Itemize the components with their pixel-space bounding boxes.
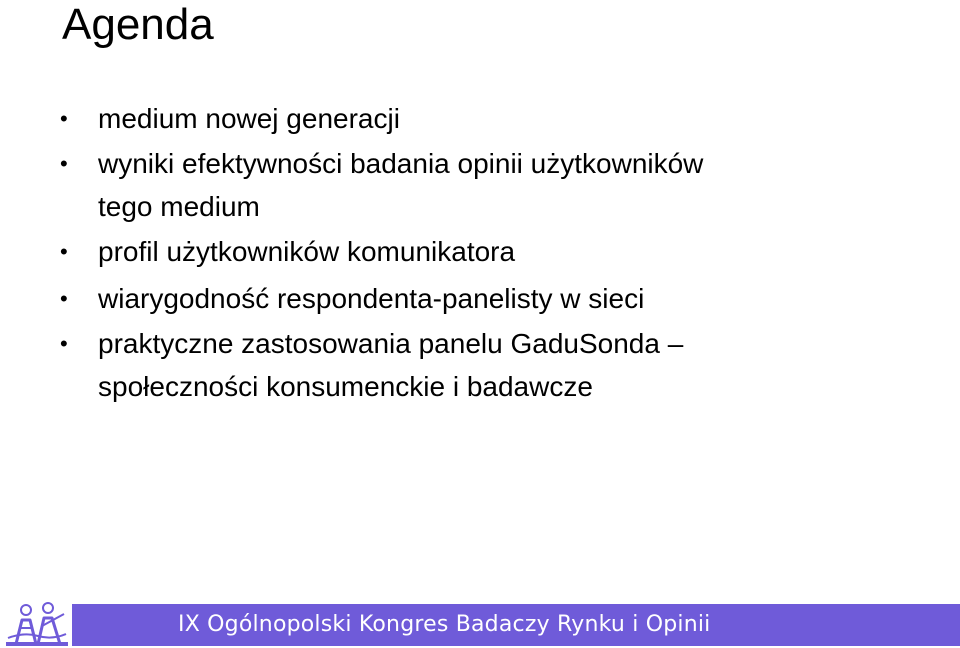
agenda-item-text: profil użytkowników komunikatora (98, 236, 516, 267)
congress-logo-icon (4, 598, 70, 648)
agenda-item-text-continued: tego medium (98, 191, 260, 222)
agenda-item-text: medium nowej generacji (98, 103, 400, 134)
agenda-item (60, 95, 900, 142)
agenda-item (60, 322, 900, 408)
bullet-icon: • (60, 151, 68, 176)
agenda-item-text-continued: społeczności konsumenckie i badawcze (98, 371, 593, 402)
agenda-item (60, 275, 900, 322)
agenda-item-text: praktyczne zastosowania panelu GaduSonda – (98, 328, 684, 359)
slide-title: Agenda (62, 0, 214, 49)
bullet-icon: • (60, 106, 68, 131)
bullet-icon: • (60, 331, 68, 356)
agenda-item-text: wiarygodność respondenta-panelisty w sieci (98, 283, 645, 314)
agenda-item (60, 142, 900, 228)
agenda-list (60, 95, 900, 408)
footer-congress-title: IX Ogólnopolski Kongres Badaczy Rynku i Opinii (178, 612, 711, 637)
bullet-icon: • (60, 286, 68, 311)
agenda-item-text: wyniki efektywności badania opinii użytkowników (98, 148, 704, 179)
bullet-icon: • (60, 239, 68, 264)
agenda-item (60, 228, 900, 275)
